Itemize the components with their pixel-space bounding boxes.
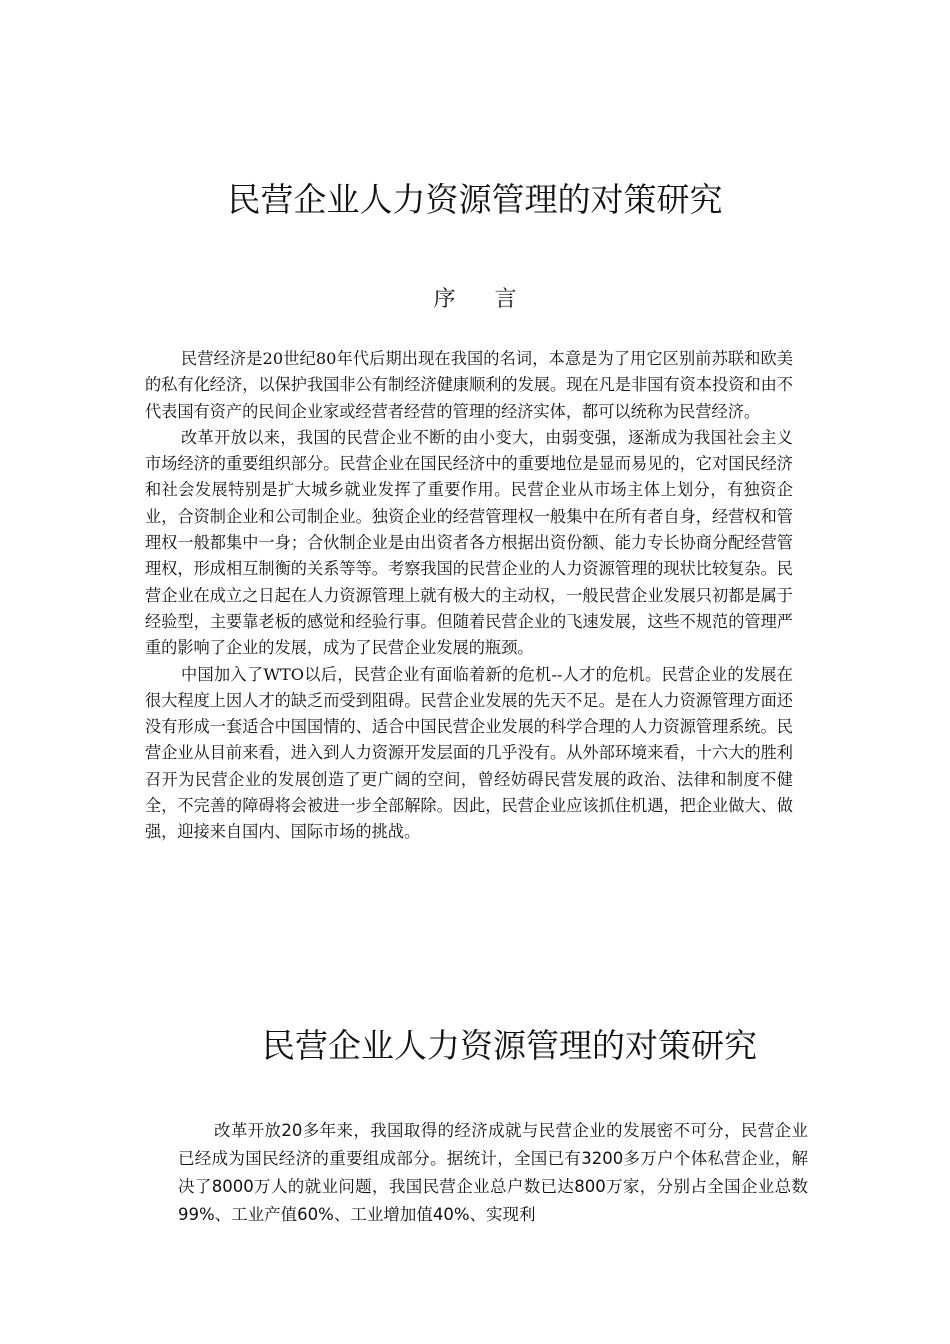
preface-heading: 序 言 (433, 287, 533, 312)
body-section (178, 1117, 808, 1229)
body-paragraph: 改革开放20多年来，我国取得的经济成就与民营企业的发展密不可分，民营企业已经成为国民经济的重要组成部分。据统计，全国已有3200多万户个体私营企业，解决了8000万人的就业问题，我国民营企业总户数已达800万家，分别占全国企业总数99%、工业产值60%、工业增加值40%、实现利 (178, 1121, 808, 1224)
preface-paragraph: 民营经济是20世纪80年代后期出现在我国的名词，本意是为了用它区别前苏联和欧美的私有化经济，以保护我国非公有制经济健康顺利的发展。现在凡是非国有资本投资和由不代表国有资产的民间企业家或经营者经营的管理的经济实体，都可以统称为民营经济。 (145, 349, 793, 421)
section-title: 民营企业人力资源管理的对策研究 (262, 1026, 757, 1065)
preface-paragraph: 中国加入了WTO以后，民营企业有面临着新的危机--人才的危机。民营企业的发展在很大程度上因人才的缺乏而受到阻碍。民营企业发展的先天不足。是在人力资源管理方面还没有形成一套适合中国国情的、适合中国民营企业发展的科学合理的人力资源管理系统。民营企业从目前来看，进入到人力资源开发层面的几乎没有。从外部环境来看，十六大的胜利召开为民营企业的发展创造了更广阔的空间，曾经妨碍民营发展的政治、法律和制度不健全，不完善的障碍将会被进一步全部解除。因此，民营企业应该抓住机遇，把企业做大、做强，迎接来自国内、国际市场的挑战。 (145, 664, 793, 842)
preface-section (145, 346, 793, 846)
preface-paragraph: 改革开放以来，我国的民营企业不断的由小变大，由弱变强，逐渐成为我国社会主义市场经济的重要组织部分。民营企业在国民经济中的重要地位是显而易见的，它对国民经济和社会发展特别是扩大城乡就业发挥了重要作用。民营企业从市场主体上划分，有独资企业，合资制企业和公司制企业。独资企业的经营管理权一般集中在所有者自身，经营权和管理权一般都集中一身；合伙制企业是由出资者各方根据出资份额、能力专长协商分配经营管理权，形成相互制衡的关系等等。考察我国的民营企业的人力资源管理的现状比较复杂。民营企业在成立之日起在人力资源管理上就有极大的主动权，一般民营企业发展只初都是属于经验型，主要靠老板的感觉和经验行事。但随着民营企业的飞速发展，这些不规范的管理严重的影响了企业的发展，成为了民营企业发展的瓶颈。 (145, 427, 793, 658)
document-title: 民营企业人力资源管理的对策研究 (227, 180, 723, 219)
